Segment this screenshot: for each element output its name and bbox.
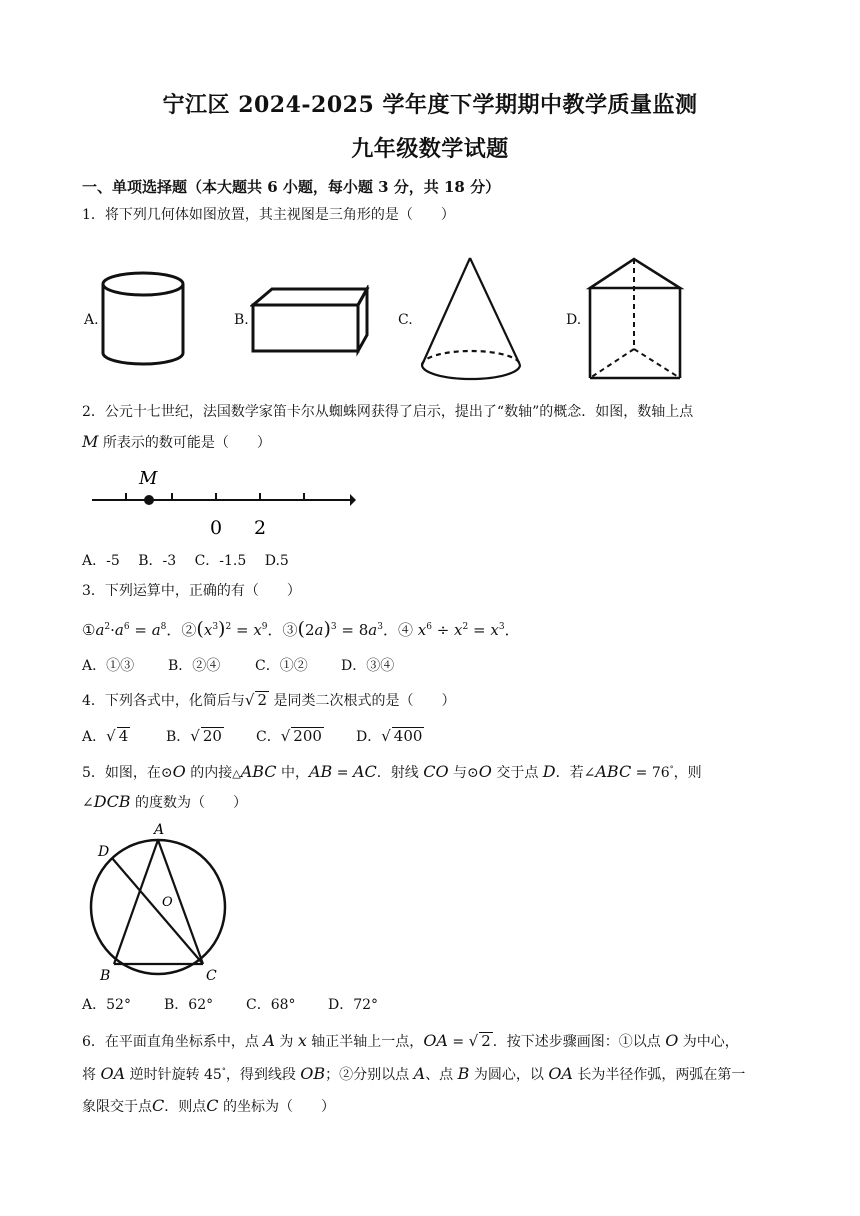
label-a: A [154, 822, 165, 838]
q4-stem-b: 是同类二次根式的是（ ） [273, 693, 456, 709]
point-m-dot [144, 495, 154, 505]
point-m-label: M [139, 468, 158, 489]
section-heading: 一、单项选择题（本大题共 6 小题，每小题 3 分，共 18 分） [82, 178, 501, 196]
label-b: B [100, 968, 111, 984]
sqrt-icon: √ [280, 727, 291, 745]
question-2-stem-line1: 2．公元十七世纪，法国数学家笛卡尔从蜘蛛网获得了启示，提出了“数轴”的概念．如图，数轴上点 [82, 404, 694, 420]
question-6-stem-line3: 象限交于点C．则点C 的坐标为（ ） [82, 1096, 335, 1115]
point-m-var: M [82, 432, 99, 451]
question-2-options: A．-5 B．-3 C．-1.5 D.5 [82, 553, 289, 569]
label-d: D [98, 844, 110, 860]
question-1-stem: 1．将下列几何体如图放置，其主视图是三角形的是（ ） [82, 207, 455, 223]
q4-stem-radicand: 2 [257, 691, 268, 709]
sqrt-icon: √ [106, 727, 116, 745]
cone-icon [418, 255, 526, 385]
q4-option-c: C．√ 200 [256, 727, 322, 745]
tick-label-0: 0 [210, 517, 223, 539]
tick-label-2: 2 [254, 517, 267, 539]
question-5-stem-line2: ∠DCB 的度数为（ ） [82, 792, 248, 811]
question-5-stem-line1: 5．如图，在⊙O 的内接△ABC 中，AB = AC．射线 CO 与⊙O 交于点 D．若∠ABC = 76°，则 [82, 762, 702, 781]
number-line-figure [88, 462, 358, 542]
q1-option-c-label: C. [398, 312, 413, 328]
question-3-expressions: $①a^2\cdot a^6 = a^8$．$②(x^3)^2 = x^9$．$③(2a)^3 = 8a^3$．④ $x^6 \div x^2 = x^3$． [82, 618, 520, 640]
triangular-prism-icon [586, 255, 686, 383]
sqrt-icon: √ [244, 691, 255, 709]
exam-title: 宁江区 2024-2025 学年度下学期期中教学质量监测 [162, 92, 698, 118]
circle-triangle-figure [84, 820, 234, 984]
label-c: C [206, 968, 217, 984]
q3-option-c: C．①② [255, 658, 308, 674]
question-6-stem-line1: 6．在平面直角坐标系中，点 A 为 x 轴正半轴上一点，OA = √ 2 ．按下述步骤画图：①以点 O 为中心， [82, 1031, 739, 1050]
q4-stem-a: 4．下列各式中，化简后与 [82, 693, 245, 709]
q5-option-d: D．72° [328, 997, 379, 1013]
q5-option-a: A．52° [82, 997, 131, 1013]
sqrt-icon: √ [190, 727, 200, 745]
q3-option-a: A．①③ [82, 658, 135, 674]
question-3-stem: 3．下列运算中，正确的有（ ） [82, 583, 301, 599]
arrow-icon [350, 494, 356, 506]
question-2-stem-tail: 所表示的数可能是（ ） [98, 435, 271, 451]
q3-option-b: B．②④ [168, 658, 221, 674]
exam-subtitle: 九年级数学试题 [351, 136, 509, 162]
question-6-stem-line2: 将 OA 逆时针旋转 45°，得到线段 OB；②分别以点 A、点 B 为圆心，以 OA 长为半径作弧，两弧在第一 [82, 1064, 746, 1083]
question-4-stem [82, 691, 455, 708]
q5-option-c: C．68° [246, 997, 296, 1013]
q1-option-d-label: D. [566, 312, 582, 328]
question-2-stem-line2 [82, 434, 271, 450]
sqrt-icon: √ [381, 727, 391, 745]
q1-option-a-label: A. [84, 312, 99, 328]
cuboid-icon [250, 285, 370, 357]
label-o: O [162, 895, 173, 910]
q1-option-b-label: B. [234, 312, 249, 328]
q5-option-b: B．62° [164, 997, 214, 1013]
q4-option-b: B．√ 20 [166, 727, 222, 745]
q4-option-d: D．√ 400 [356, 727, 423, 745]
q4-option-a: A．√ 4 [82, 727, 129, 745]
cylinder-icon [100, 268, 190, 368]
q3-option-d: D．③④ [341, 658, 395, 674]
